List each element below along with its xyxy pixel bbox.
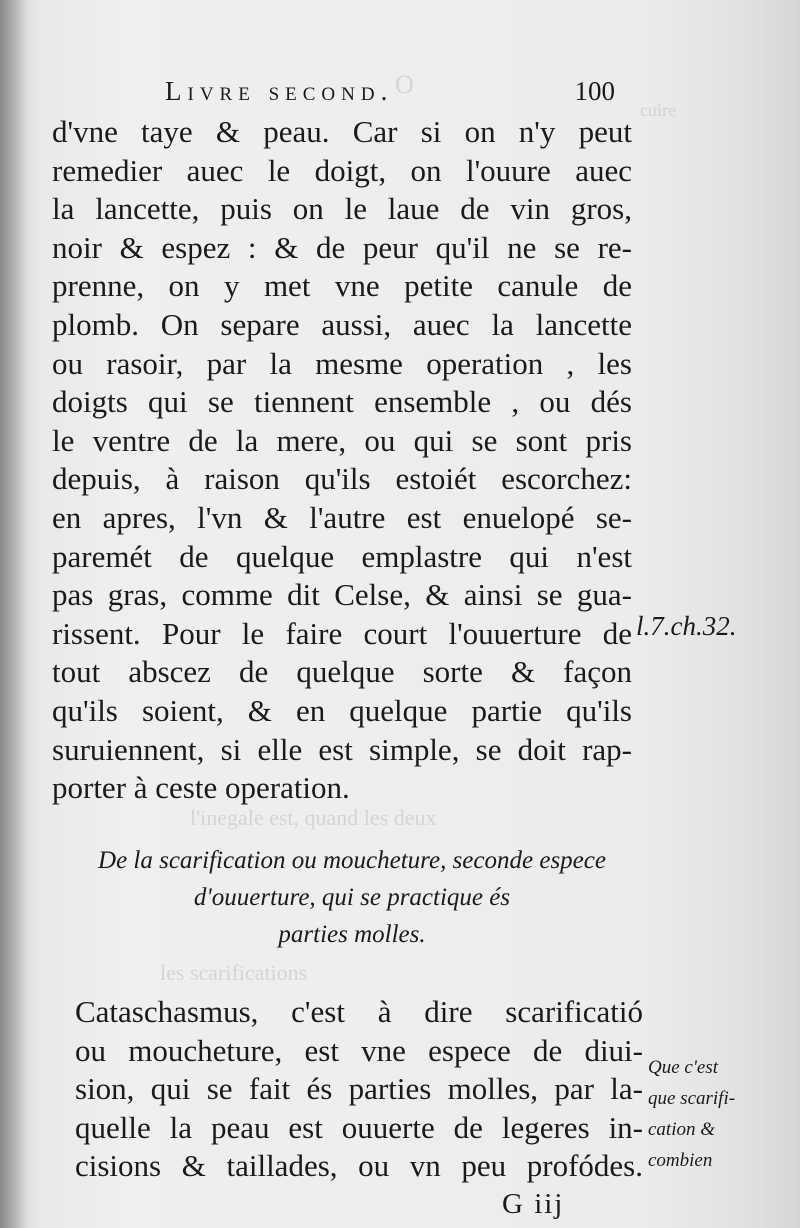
section-heading [62,842,642,953]
main-paragraph [52,113,632,808]
side-note-line: cation & [648,1119,716,1140]
text-line: tout abscez de quelque sorte & façon [52,654,632,690]
folio-number: 100 [574,76,615,106]
gutter-shadow [0,0,28,1228]
text-line: en apres, l'vn & l'autre est enuelopé se- [52,499,632,535]
side-note-line: Que c'est [648,1057,719,1078]
bleed-through-texture: O cuire l'inegale est, quand les deux les scarifications [160,70,676,985]
side-note [648,1052,735,1176]
text-line: suruiennent, si elle est simple, se doit rap- [52,731,632,767]
heading-line: parties molles. [278,921,426,948]
side-note-line: combien [648,1150,713,1171]
text-line: le ventre de la mere, ou qui se sont pris [52,422,632,458]
heading-line: De la scarification ou moucheture, seconde espece [98,847,606,874]
text-line: quelle la peau est ouuerte de legeres in- [75,1109,643,1145]
text-line: pas gras, comme dit Celse, & ainsi se gua- [52,577,632,613]
text-line: remedier auec le doigt, on l'ouure auec [52,152,632,188]
text-line: cisions & taillades, ou vn peu profódes. [75,1148,643,1184]
text-line: porter à ceste operation. [52,770,350,806]
text-line: d'vne taye & peau. Car si on n'y peut [52,114,632,149]
side-note-line: que scarifi- [648,1088,736,1109]
text-line: qu'ils soient, & en quelque partie qu'ils [52,692,632,728]
text-line: rissent. Pour le faire court l'ouuerture de [52,615,632,651]
text-line: depuis, à raison qu'ils estoiét escorchez: [52,461,632,497]
text-line: sion, qui se fait és parties molles, par la- [75,1071,643,1107]
running-head [165,76,615,110]
text-line: paremét de quelque emplastre qui n'est [52,538,632,574]
margin-reference: l.7.ch.32. [636,611,737,641]
second-paragraph [75,993,643,1186]
text-line: doigts qui se tiennent ensemble , ou dés [52,384,632,420]
text-line: ou moucheture, est vne espece de diui- [75,1032,643,1068]
text-line: noir & espez : & de peur qu'il ne se re- [52,229,632,265]
signature-mark: G iij [502,1188,565,1220]
text-line: Cataschasmus, c'est à dire scarificatió [75,994,643,1029]
text-line: prenne, on y met vne petite canule de [52,268,632,304]
heading-line: d'ouuerture, qui se practique és [193,884,511,911]
text-line: plomb. On separe aussi, auec la lancette [52,306,632,342]
running-head-title: Livre second. [165,76,394,106]
text-line: la lancette, puis on le laue de vin gros, [52,191,632,227]
text-line: ou rasoir, par la mesme operation , les [52,345,632,381]
